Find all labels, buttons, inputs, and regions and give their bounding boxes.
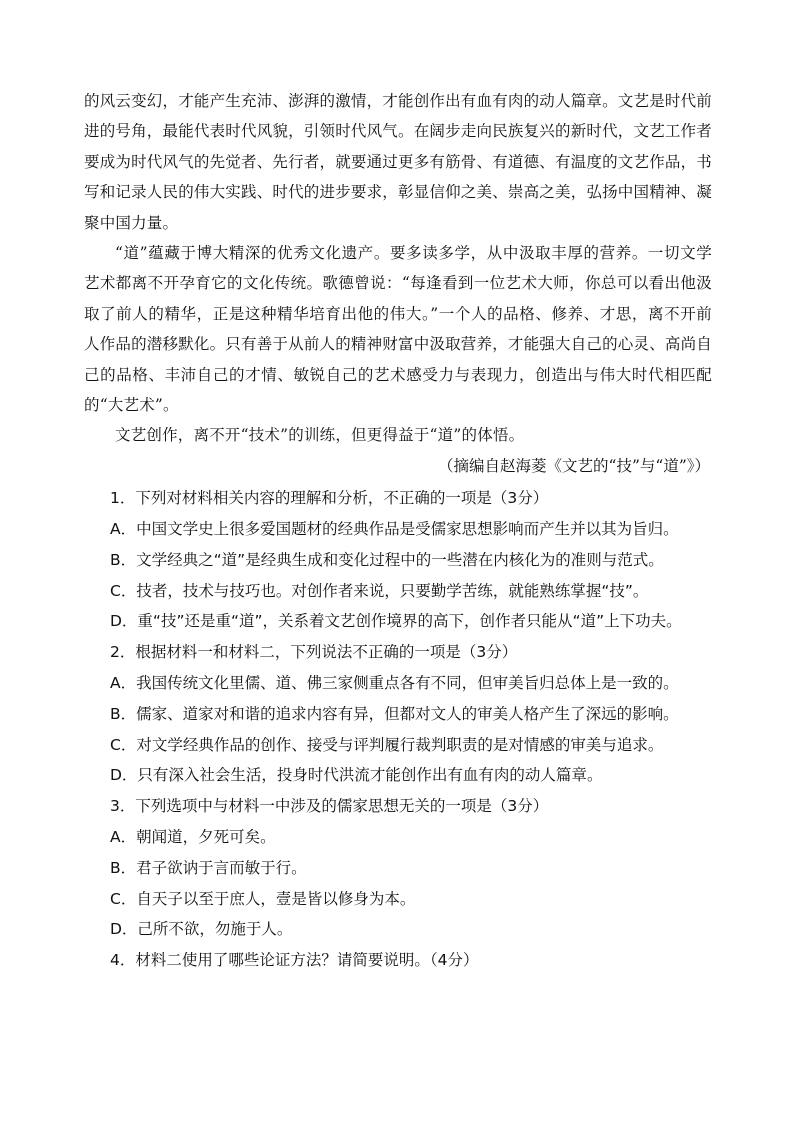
question-block [110, 483, 712, 637]
question-stem: 3．下列选项中与材料一中涉及的儒家思想无关的一项是（3分） [110, 797, 549, 816]
answer-option: B．文学经典之“道”是经典生成和变化过程中的一些潜在内核化为的准则与范式。 [110, 550, 664, 569]
passage-paragraph: 文艺创作，离不开“技术”的训练，但更得益于“道”的体悟。 [115, 426, 525, 445]
answer-option: C．自天子以至于庶人，壹是皆以修身为本。 [110, 889, 416, 908]
question-stem: 2．根据材料一和材料二，下列说法不正确的一项是（3分） [110, 643, 518, 662]
answer-option: A．中国文学史上很多爱国题材的经典作品是受儒家思想影响而产生并以其为旨归。 [110, 520, 679, 539]
passage-source: （摘编自赵海菱《文艺的“技”与“道”》） [438, 456, 710, 475]
answer-option: D．己所不欲，勿施于人。 [110, 920, 293, 939]
answer-option: A．朝闻道，夕死可矣。 [110, 828, 276, 847]
question-stem: 4．材料二使用了哪些论证方法？请简要说明。（4分） [110, 951, 479, 970]
answer-option: C．技者，技术与技巧也。对创作者来说，只要勤学苦练，就能熟练掌握“技”。 [110, 581, 649, 600]
question-block [110, 945, 712, 976]
passage-paragraph: 的风云变幻，才能产生充沛、澎湃的激情，才能创作出有血有肉的动人篇章。文艺是时代前进的号角，最能代表时代风貌，引领时代风气。在阔步走向民族复兴的新时代，文艺工作者要成为时代风气的先觉者、先行者，就要通过更多有筋骨、有道德、有温度的文艺作品，书写和记录人民的伟大实践、时代的进步要求，彰显信仰之美、崇高之美，弘扬中国精神、凝聚中国力量。 [84, 92, 713, 232]
answer-option: D．重“技”还是重“道”，关系着文艺创作境界的高下，创作者只能从“道”上下功夫。 [110, 612, 682, 631]
question-stem: 1．下列对材料相关内容的理解和分析，不正确的一项是（3分） [110, 489, 549, 508]
question-list [84, 483, 712, 976]
answer-option: A．我国传统文化里儒、道、佛三家侧重点各有不同，但审美旨归总体上是一致的。 [110, 674, 679, 693]
answer-option: D．只有深入社会生活，投身时代洪流才能创作出有血有肉的动人篇章。 [110, 766, 603, 785]
page-content [84, 86, 712, 976]
passage-paragraph: “道”蕴藏于博大精深的优秀文化遗产。要多读多学，从中汲取丰厚的营养。一切文学艺术都离不开孕育它的文化传统。歌德曾说：“每逢看到一位艺术大师，你总可以看出他汲取了前人的精华，正是这种精华培育出他的伟大。”一个人的品格、修养、才思，离不开前人作品的潜移默化。只有善于从前人的精神财富中汲取营养，才能强大自己的心灵、高尚自己的品格、丰沛自己的才情、敏锐自己的艺术感受力与表现力，创造出与伟大时代相匹配的“大艺术”。 [84, 244, 713, 415]
question-block [110, 791, 712, 945]
answer-option: B．君子欲讷于言而敏于行。 [110, 858, 307, 877]
question-block [110, 637, 712, 791]
answer-option: C．对文学经典作品的创作、接受与评判履行裁判职责的是对情感的审美与追求。 [110, 735, 664, 754]
answer-option: B．儒家、道家对和谐的追求内容有异，但都对文人的审美人格产生了深远的影响。 [110, 704, 679, 723]
